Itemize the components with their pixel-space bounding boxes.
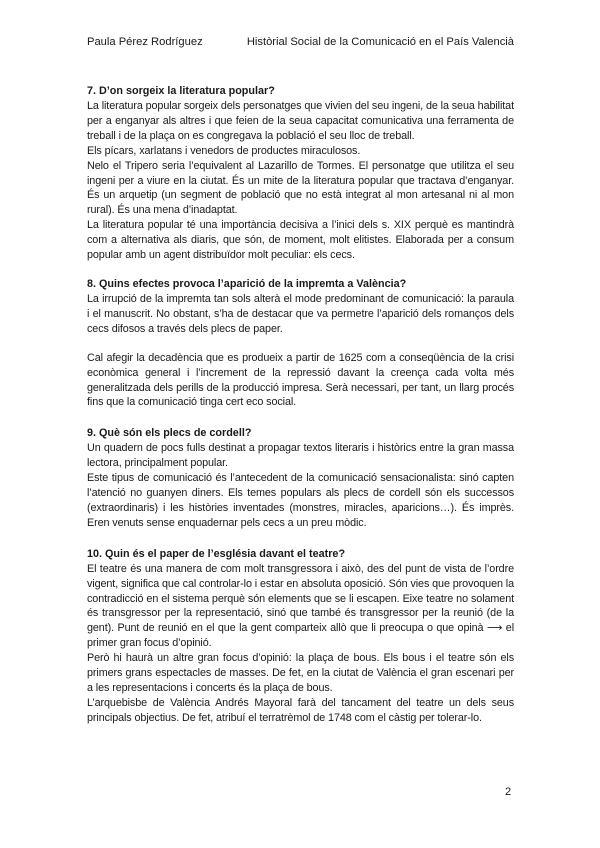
paragraph: La irrupció de la impremta tan sols alterà el mode predominant de comunicació: la paraula i el manuscrit. No obstant, s’ha de destacar que va permetre l’aparició dels romanços dels cecs difosos a través dels plecs de paper. [87,292,514,335]
paragraph: Un quadern de pocs fulls destinat a propagar textos literaris i històrics entre la gran massa lectora, principalment popular. [87,442,514,470]
paragraph: Cal afegir la decadència que es produeix a partir de 1625 com a conseqüència de la crisi econòmica general i l’increment de la repressió davant la creença cada volta més generalitzada dels perills de la producció impresa. Serà necessari, per tant, un llarg procés fins que la comunicació tinga cert eco social. [87,351,514,409]
section-heading: 8. Quins efectes provoca l’aparició de la impremta a València? [87,277,407,290]
paragraph: Este tipus de comunicació és l’antecedent de la comunicació sensacionalista: sinó capten l’atenció no guanyen diners. Els temes populars als plecs de cordell són els successos (extraordinaris) i les històries inventades (monstres, miracles, aparicions…). És imprès. Eren venuts sense enquadernar pels cecs a un preu mòdic. [87,472,514,529]
section-heading: 9. Què són els plecs de cordell? [87,427,252,440]
section-7 [87,84,514,263]
section-8 [87,277,514,410]
section-heading: 7. D’on sorgeix la literatura popular? [87,85,275,97]
paragraph: La literatura popular sorgeix dels personatges que vivien del seu ingeni, de la seua habilitat per a enganyar als altres i que feien de la seua capacitat comunicativa una ferramenta de treball i de la plaça on es congregava la població el seu lloc de treball. [87,100,514,142]
header-course-title: Històrial Social de la Comunicació en el País Valencià [246,36,514,48]
section-10 [87,547,514,726]
page-number: 2 [505,786,512,798]
page-header [87,36,514,52]
paragraph: Nelo el Tripero seria l’equivalent al Lazarillo de Tormes. El personatge que utilitza el seu ingeni per a viure en la ciutat. És un mite de la literatura popular que tractava d’enganyar. És un arquetip (un segment de població que no està integrat al mon artesanal ni al mon rural). És una mena d’inadaptat. [87,159,514,217]
paragraph: L’arquebisbe de València Andrés Mayoral farà del tancament del teatre un dels seus principals objectius. De fet, atribuí el terratrèmol de 1748 com el càstig per tolerar-lo. [87,696,514,724]
section-heading: 10. Quin és el paper de l’església davant el teatre? [87,547,346,560]
document-body [87,84,514,726]
paragraph: El teatre és una manera de com molt transgressora i això, des del punt de vista de l’ordre vigent, significa que cal controlar-lo i estar en absoluta oposició. Són vies que provoquen la contradicció en el sistema perquè són elements que se li escapen. Eixe teatre no solament és transgressor per la representació, sinó que també és transgressor per la reunió (de la gent). Punt de reunió en el que la gent comparteix allò que li preocupa o que opinà ⟶ el primer gran focus d’opinió. [87,562,514,650]
header-author: Paula Pérez Rodríguez [87,36,203,48]
paragraph: Però hi haurà un altre gran focus d’opinió: la plaça de bous. Els bous i el teatre són els primers grans espectacles de masses. De fet, en la ciutat de València el gran escenari per a les representacions i concerts és la plaça de bous. [87,652,514,694]
paragraph: La literatura popular té una importància decisiva a l’inici dels s. XIX perquè es mantindrà com a alternativa als diaris, que són, de moment, molt elitistes. Elaborada per a consum popular amb un agent distribuïdor molt peculiar: els cecs. [87,219,514,262]
paragraph: Els pícars, xarlatans i venedors de productes miraculosos. [87,144,361,157]
section-9 [87,426,514,530]
